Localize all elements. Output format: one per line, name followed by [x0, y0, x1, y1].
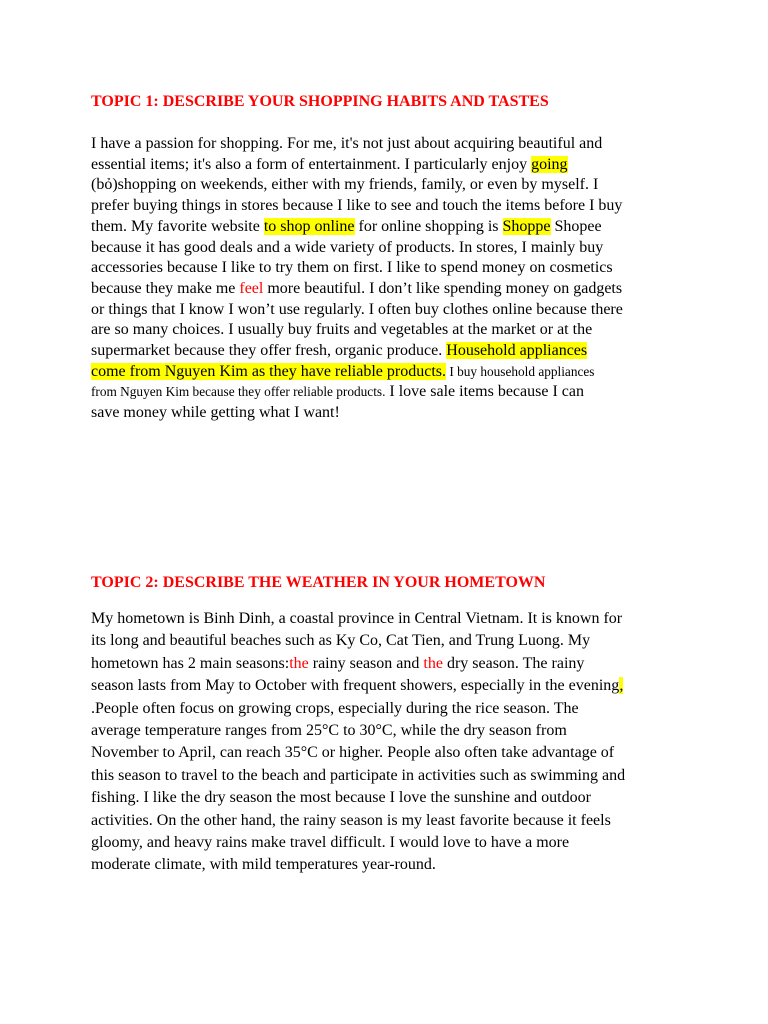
topic1-line-12-small: I buy household appliances	[446, 363, 595, 379]
topic1-line-5	[91, 217, 691, 238]
topic1-line-5-text-c: Shopee	[550, 217, 602, 235]
topic2-line-5: .People often focus on growing crops, especially during the rice season. The	[91, 699, 579, 717]
topic1-line-8	[91, 279, 691, 300]
topic1-line-3: (bỏ)shopping on weekends, either with my friends, family, or even by myself. I	[91, 176, 599, 194]
highlight-shoppe: Shoppe	[502, 217, 551, 235]
topic1-line-2	[91, 155, 691, 176]
topic1-line-14: save money while getting what I want!	[91, 404, 340, 422]
topic1-line-12	[91, 362, 691, 383]
topic1-line-5-text-a: them. My favorite website	[91, 217, 264, 235]
topic1-paragraph	[91, 134, 691, 424]
topic1-line-13	[91, 382, 691, 403]
topic2-heading: TOPIC 2: DESCRIBE THE WEATHER IN YOUR HOMETOWN	[91, 574, 546, 591]
topic2-line-10: activities. On the other hand, the rainy season is my least favorite because it feels	[91, 811, 611, 829]
highlight-nguyen-kim: come from Nguyen Kim as they have reliable products.	[91, 362, 446, 380]
topic2-line-4	[91, 675, 691, 697]
topic2-line-3	[91, 653, 691, 675]
topic1-heading: TOPIC 1: DESCRIBE YOUR SHOPPING HABITS AND TASTES	[91, 93, 549, 110]
topic2-line-7: November to April, can reach 35°C or higher. People also often take advantage of	[91, 744, 615, 762]
topic1-line-5-text-b: for online shopping is	[354, 217, 503, 235]
topic1-line-4: prefer buying things in stores because I like to see and touch the items before I buy	[91, 197, 623, 215]
topic1-line-10: are so many choices. I usually buy fruits and vegetables at the market or at the	[91, 321, 593, 339]
highlight-going: going	[531, 155, 568, 173]
topic2-line-12: moderate climate, with mild temperatures year-round.	[91, 856, 436, 874]
topic1-line-6: because it has good deals and a wide variety of products. In stores, I mainly buy	[91, 238, 604, 256]
highlight-comma: ,	[619, 677, 624, 695]
topic1-line-8-text-b: more beautiful. I don’t like spending money on gadgets	[263, 279, 623, 297]
highlight-household-appliances: Household appliances	[446, 342, 588, 360]
highlight-to-shop-online: to shop online	[263, 217, 355, 235]
red-word-the-1: the	[289, 654, 309, 672]
topic2-line-3-text-a: hometown has 2 main seasons:	[91, 654, 290, 672]
topic1-line-13-small: from Nguyen Kim because they offer reliable products.	[91, 384, 386, 400]
topic2-line-9: fishing. I like the dry season the most because I love the sunshine and outdoor	[91, 789, 591, 807]
topic2-line-6: average temperature ranges from 25°C to 30°C, while the dry season from	[91, 722, 567, 740]
topic1-line-8-text-a: because they make me	[91, 279, 240, 297]
topic1-line-13-text: I love sale items because I can	[385, 383, 584, 401]
topic2-line-11: gloomy, and heavy rains make travel difficult. I would love to have a more	[91, 834, 570, 852]
topic2-paragraph	[91, 608, 691, 877]
topic1-line-11-text: supermarket because they offer fresh, organic produce.	[91, 342, 447, 360]
topic1-line-11	[91, 341, 691, 362]
topic1-line-9: or things that I know I won’t use regularly. I often buy clothes online because there	[91, 300, 623, 318]
red-word-feel: feel	[239, 279, 264, 297]
topic2-line-2: its long and beautiful beaches such as Ky Co, Cat Tien, and Trung Luong. My	[91, 632, 591, 650]
topic2-line-3-text-b: rainy season and	[308, 654, 424, 672]
topic1-line-2-text: essential items; it's also a form of entertainment. I particularly enjoy	[91, 155, 532, 173]
topic2-line-4-text: season lasts from May to October with frequent showers, especially in the evening	[91, 677, 620, 695]
topic1-line-1: I have a passion for shopping. For me, it's not just about acquiring beautiful and	[91, 135, 603, 152]
topic2-line-1: My hometown is Binh Dinh, a coastal province in Central Vietnam. It is known for	[91, 610, 623, 627]
red-word-the-2: the	[423, 654, 443, 672]
topic1-line-7: accessories because I like to try them on first. I like to spend money on cosmetics	[91, 259, 613, 277]
topic2-line-8: this season to travel to the beach and participate in activities such as swimming and	[91, 766, 626, 784]
topic2-line-3-text-c: dry season. The rainy	[442, 654, 585, 672]
